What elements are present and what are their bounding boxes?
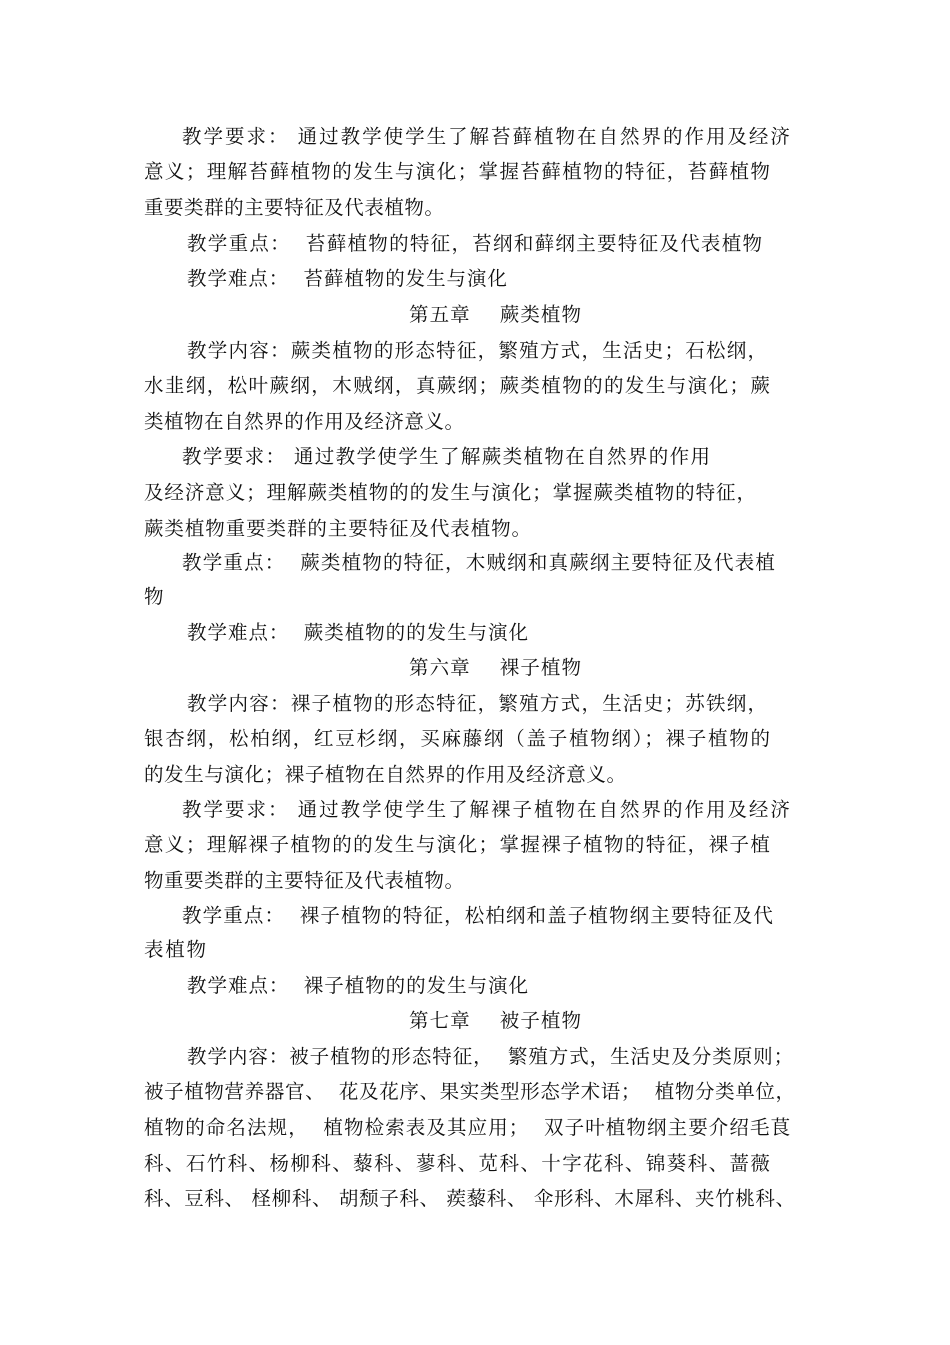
text-line: 被子植物营养器官、 花及花序、果实类型形态学术语； 植物分类单位， xyxy=(144,1080,796,1103)
text-line: 银杏纲，松柏纲，红豆杉纲，买麻藤纲（盖子植物纲）；裸子植物的 xyxy=(144,727,772,750)
text-line: 教学难点： 苔藓植物的发生与演化 xyxy=(187,267,508,290)
text-line: 教学难点： 蕨类植物的的发生与演化 xyxy=(187,621,530,644)
text-line: 物 xyxy=(144,585,164,608)
text-line: 教学要求： 通过教学使学生了解苔藓植物在自然界的作用及经济 xyxy=(182,125,792,148)
text-line: 教学要求： 通过教学使学生了解裸子植物在自然界的作用及经济 xyxy=(182,798,792,821)
text-line: 及经济意义；理解蕨类植物的的发生与演化；掌握蕨类植物的特征， xyxy=(144,481,757,504)
text-line: 教学内容：裸子植物的形态特征，繁殖方式，生活史；苏铁纲， xyxy=(187,692,769,715)
text-line: 科、豆科、 柽柳科、 胡颓子科、 蒺藜科、 伞形科、木犀科、夹竹桃科、 xyxy=(144,1187,796,1210)
text-line: 表植物 xyxy=(144,938,208,961)
text-line: 蕨类植物重要类群的主要特征及代表植物。 xyxy=(144,517,532,540)
text-line: 物重要类群的主要特征及代表植物。 xyxy=(144,869,465,892)
text-line: 教学要求： 通过教学使学生了解蕨类植物在自然界的作用 xyxy=(182,445,712,468)
text-line: 重要类群的主要特征及代表植物。 xyxy=(144,196,445,219)
text-line: 植物的命名法规， 植物检索表及其应用； 双子叶植物纲主要介绍毛茛 xyxy=(144,1116,792,1139)
text-line: 教学重点： 裸子植物的特征，松柏纲和盖子植物纲主要特征及代 xyxy=(182,904,774,927)
text-line: 教学难点： 裸子植物的的发生与演化 xyxy=(187,974,530,997)
text-line: 类植物在自然界的作用及经济意义。 xyxy=(144,410,465,433)
text-line: 意义；理解苔藓植物的发生与演化；掌握苔藓植物的特征，苔藓植物 xyxy=(144,160,772,183)
text-line: 的发生与演化；裸子植物在自然界的作用及经济意义。 xyxy=(144,763,627,786)
chapter-heading: 第七章 被子植物 xyxy=(409,1009,583,1032)
chapter-heading: 第六章 裸子植物 xyxy=(409,656,583,679)
text-line: 科、石竹科、杨柳科、藜科、蓼科、苋科、十字花科、锦葵科、蔷薇 xyxy=(144,1152,772,1175)
text-line: 教学内容：蕨类植物的形态特征，繁殖方式，生活史；石松纲， xyxy=(187,339,769,362)
text-line: 教学重点： 苔藓植物的特征，苔纲和藓纲主要特征及代表植物 xyxy=(187,232,764,255)
text-line: 意义；理解裸子植物的的发生与演化；掌握裸子植物的特征，裸子植 xyxy=(144,833,772,856)
text-line: 教学重点： 蕨类植物的特征，木贼纲和真蕨纲主要特征及代表植 xyxy=(182,551,777,574)
chapter-heading: 第五章 蕨类植物 xyxy=(409,303,583,326)
text-line: 教学内容：被子植物的形态特征， 繁殖方式，生活史及分类原则； xyxy=(187,1045,795,1068)
text-line: 水韭纲，松叶蕨纲，木贼纲，真蕨纲；蕨类植物的的发生与演化；蕨 xyxy=(144,374,772,397)
